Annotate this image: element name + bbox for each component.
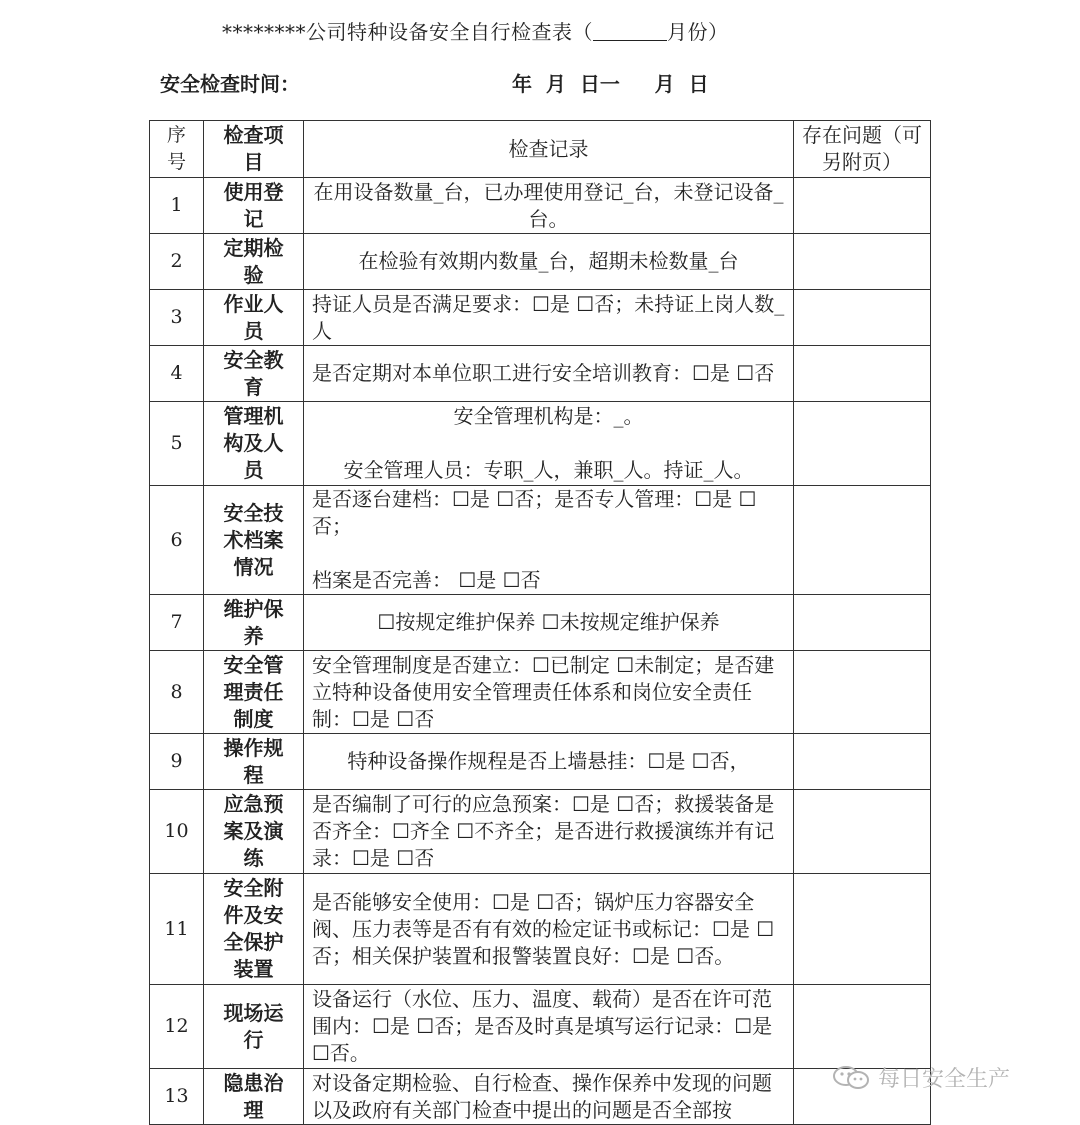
table-row: [150, 874, 931, 985]
check-item: 作业人员: [204, 290, 304, 346]
table-row: [150, 985, 931, 1069]
issue-cell[interactable]: [794, 178, 931, 234]
row-number: 10: [150, 790, 204, 874]
check-time-dates: 年 月 日一 月 日: [512, 72, 709, 96]
record-text: 在检验有效期内数量_台，超期未检数量_台: [358, 249, 739, 273]
record-spacer: [312, 540, 785, 567]
table-row: [150, 234, 931, 290]
check-record: [304, 346, 794, 402]
issue-cell[interactable]: [794, 290, 931, 346]
row-number: 1: [150, 178, 204, 234]
row-number: 12: [150, 985, 204, 1069]
header-row: [150, 121, 931, 178]
check-record: [304, 595, 794, 651]
record-text: 档案是否完善： ☐是 ☐否: [312, 568, 541, 592]
table-row: [150, 290, 931, 346]
table-row: [150, 790, 931, 874]
title-suffix: 月份）: [667, 20, 729, 44]
check-record: [304, 402, 794, 486]
row-number: 7: [150, 595, 204, 651]
check-record: [304, 985, 794, 1069]
record-spacer: [312, 430, 785, 457]
record-text: ☐按规定维护保养 ☐未按规定维护保养: [377, 610, 720, 634]
issue-cell[interactable]: [794, 734, 931, 790]
table-row: [150, 486, 931, 595]
check-item: 管理机构及人员: [204, 402, 304, 486]
record-text: 是否能够安全使用：☐是 ☐否；锅炉压力容器安全阀、压力表等是否有有效的检定证书或标记：☐是 ☐否；相关保护装置和报警装置良好：☐是 ☐否。: [312, 889, 775, 968]
row-number: 11: [150, 874, 204, 985]
issue-cell[interactable]: [794, 402, 931, 486]
check-record: [304, 874, 794, 985]
table-body: [150, 178, 931, 1125]
row-number: 13: [150, 1069, 204, 1125]
row-number: 6: [150, 486, 204, 595]
watermark-text: 每日安全生产: [878, 1067, 1011, 1092]
check-record: [304, 486, 794, 595]
check-item: 隐患治理: [204, 1069, 304, 1125]
issue-cell[interactable]: [794, 790, 931, 874]
record-text: 是否逐台建档：☐是 ☐否；是否专人管理：☐是 ☐否；: [312, 487, 757, 538]
check-item: 使用登记: [204, 178, 304, 234]
check-item: 操作规程: [204, 734, 304, 790]
check-item: 安全教育: [204, 346, 304, 402]
check-item: 现场运行: [204, 985, 304, 1069]
issue-cell[interactable]: [794, 595, 931, 651]
table-row: [150, 178, 931, 234]
check-item: 安全技术档案情况: [204, 486, 304, 595]
row-number: 2: [150, 234, 204, 290]
check-item: 应急预案及演练: [204, 790, 304, 874]
record-text: 是否编制了可行的应急预案：☐是 ☐否；救援装备是否齐全：☐齐全 ☐不齐全；是否进行救援演练并有记录：☐是 ☐否: [312, 792, 775, 870]
header-no: 序号: [150, 121, 204, 178]
record-text: 安全管理人员：专职_人，兼职_人。持证_人。: [343, 458, 754, 482]
wechat-icon: [832, 1065, 872, 1091]
record-text: 安全管理制度是否建立：☐已制定 ☐未制定；是否建立特种设备使用安全管理责任体系和岗位安全责任制：☐是 ☐否: [312, 652, 775, 731]
check-record: [304, 234, 794, 290]
record-text: 是否定期对本单位职工进行安全培训教育：☐是 ☐否: [312, 361, 775, 385]
row-number: 8: [150, 651, 204, 734]
row-number: 5: [150, 402, 204, 486]
watermark: [832, 1062, 1010, 1093]
issue-cell[interactable]: [794, 486, 931, 595]
table-row: [150, 1069, 931, 1125]
record-text: 对设备定期检验、自行检查、操作保养中发现的问题以及政府有关部门检查中提出的问题是否全部按: [312, 1070, 772, 1122]
check-record: [304, 290, 794, 346]
table-row: [150, 595, 931, 651]
check-item: 安全附件及安全保护装置: [204, 874, 304, 985]
issue-cell[interactable]: [794, 651, 931, 734]
header-record: 检查记录: [304, 121, 794, 178]
record-text: 持证人员是否满足要求：☐是 ☐否；未持证上岗人数_人: [312, 291, 785, 343]
table-row: [150, 651, 931, 734]
month-blank: [593, 22, 667, 41]
document-title: [222, 16, 729, 45]
check-time-line: [160, 68, 880, 98]
check-record: [304, 651, 794, 734]
issue-cell[interactable]: [794, 874, 931, 985]
table-row: [150, 346, 931, 402]
header-item: 检查项目: [204, 121, 304, 178]
check-item: 维护保养: [204, 595, 304, 651]
row-number: 4: [150, 346, 204, 402]
header-issue: 存在问题（可另附页）: [794, 121, 931, 178]
row-number: 3: [150, 290, 204, 346]
row-number: 9: [150, 734, 204, 790]
issue-cell[interactable]: [794, 985, 931, 1069]
check-record: [304, 790, 794, 874]
issue-cell[interactable]: [794, 346, 931, 402]
check-record: [304, 734, 794, 790]
check-item: 定期检验: [204, 234, 304, 290]
inspection-table: [149, 120, 931, 1125]
title-prefix: ********公司特种设备安全自行检查表（: [222, 20, 593, 44]
table-row: [150, 402, 931, 486]
check-item: 安全管理责任制度: [204, 651, 304, 734]
issue-cell[interactable]: [794, 234, 931, 290]
check-record: [304, 1069, 794, 1125]
record-text: 在用设备数量_台，已办理使用登记_台，未登记设备_台。: [313, 179, 784, 231]
record-text: 特种设备操作规程是否上墙悬挂：☐是 ☐否，: [347, 749, 750, 773]
check-time-label: 安全检查时间：: [160, 72, 300, 96]
table-row: [150, 734, 931, 790]
record-text: 设备运行（水位、压力、温度、载荷）是否在许可范围内：☐是 ☐否；是否及时真是填写运行记录：☐是 ☐否。: [312, 987, 773, 1065]
record-text: 安全管理机构是：_。: [453, 404, 644, 428]
check-record: [304, 178, 794, 234]
